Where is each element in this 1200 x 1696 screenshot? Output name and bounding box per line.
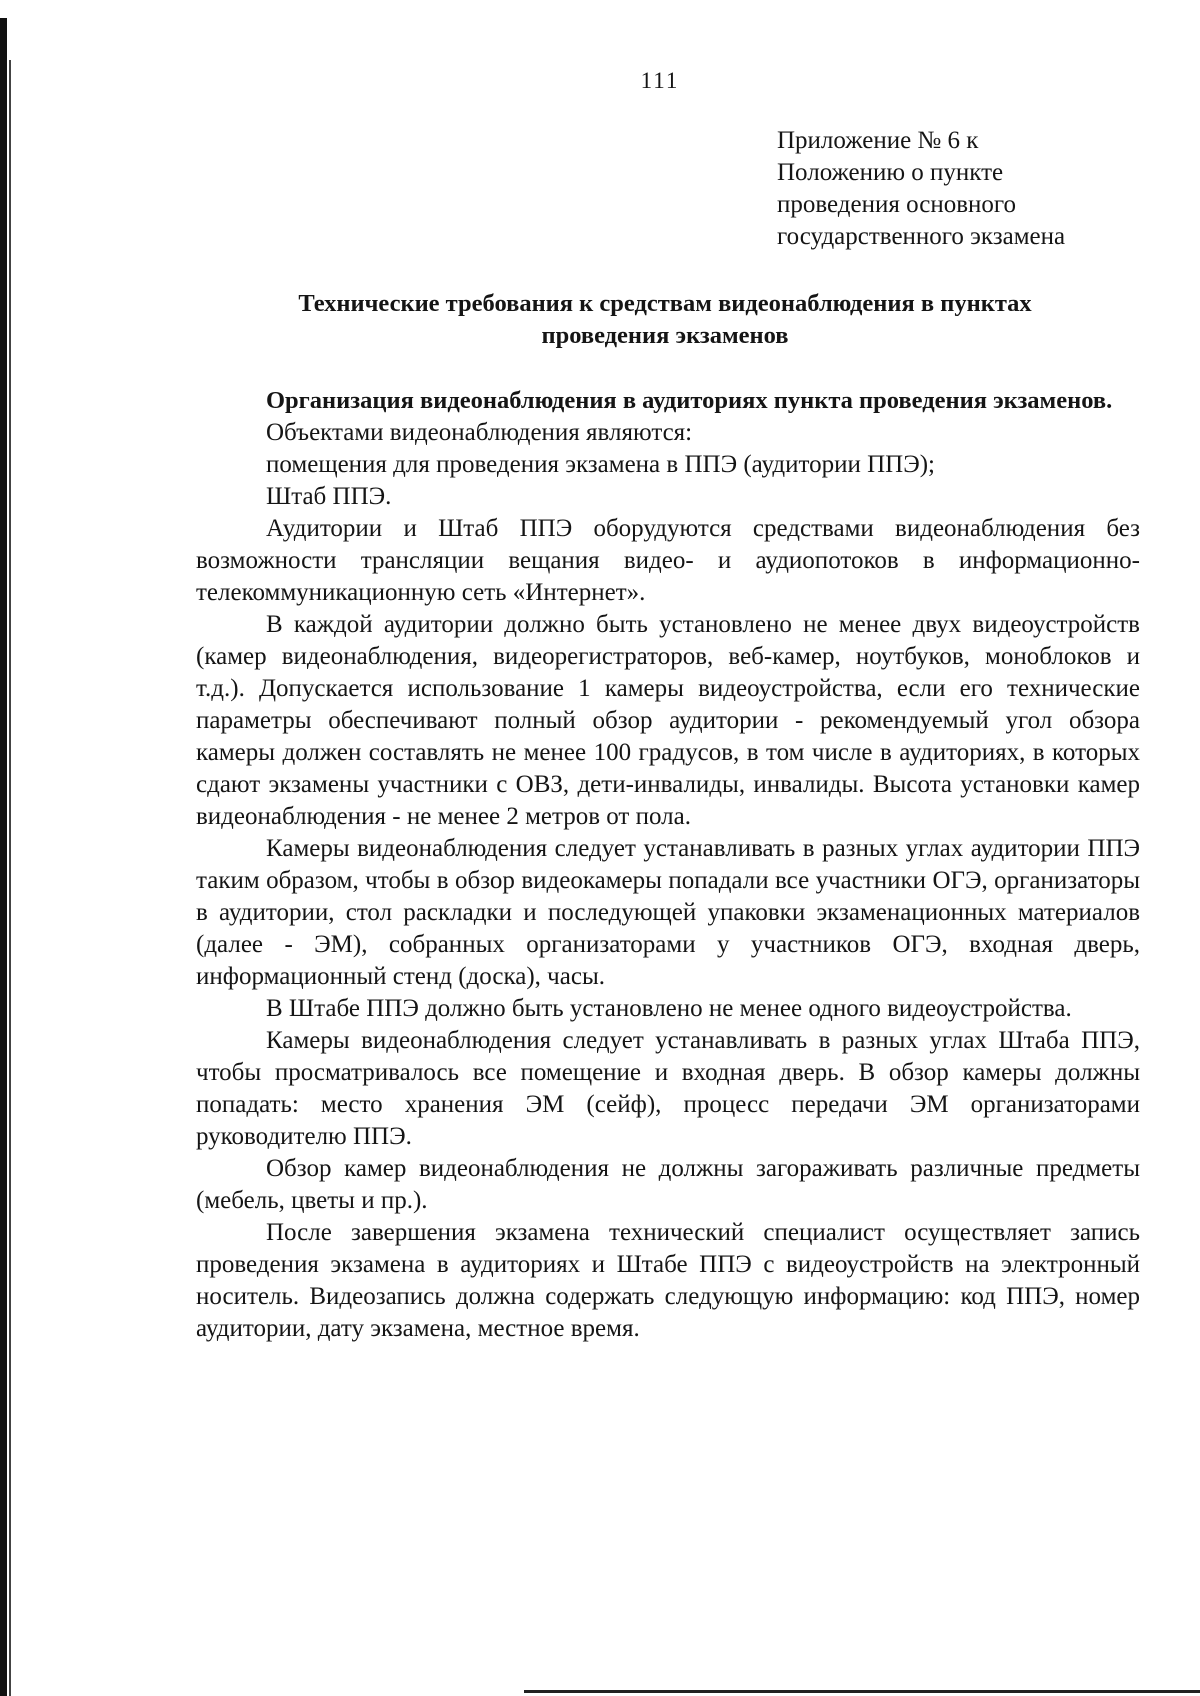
- annex-reference: [777, 125, 1065, 253]
- paragraph: В каждой аудитории должно быть установлено не менее двух видеоустройств (камер видеонаблюдения, видеорегистраторов, веб-камер, ноутбуков, моноблоков и т.д.). Допускается использование 1 камеры видеоустройства, если его технические параметры обеспечивают полный обзор аудитории - рекомендуемый угол обзора камеры должен составлять не менее 100 градусов, в том числе в аудиториях, в которых сдают экзамены участники с ОВЗ, дети-инвалиды, инвалиды. Высота установки камер видеонаблюдения - не менее 2 метров от пола.: [196, 611, 1140, 830]
- scan-border-bottom: [524, 1690, 1200, 1693]
- paragraph: Камеры видеонаблюдения следует устанавливать в разных углах аудитории ППЭ таким образом, чтобы в обзор видеокамеры попадали все участники ОГЭ, организаторы в аудитории, стол раскладки и последующей упаковки экзаменационных материалов (далее - ЭМ), собранных организаторами у участников ОГЭ, входная дверь, информационный стенд (доска), часы.: [196, 835, 1140, 990]
- document-body: [196, 385, 1140, 1345]
- annex-line: Приложение № 6 к: [777, 127, 979, 154]
- paragraph: Штаб ППЭ.: [266, 483, 392, 510]
- title-line-2: проведения экзаменов: [541, 322, 789, 349]
- paragraph: Объектами видеонаблюдения являются:: [266, 419, 693, 446]
- annex-line: проведения основного: [777, 191, 1017, 218]
- paragraph: После завершения экзамена технический специалист осуществляет запись проведения экзамена в аудиториях и Штабе ППЭ с видеоустройств на электронный носитель. Видеозапись должна содержать следующую информацию: код ППЭ, номер аудитории, дату экзамена, местное время.: [196, 1219, 1140, 1342]
- paragraph: помещения для проведения экзамена в ППЭ (аудитории ППЭ);: [266, 451, 935, 478]
- annex-line: государственного экзамена: [777, 223, 1066, 250]
- scan-border-left: [0, 18, 7, 1696]
- page-number: 111: [640, 68, 680, 93]
- title-line-1: Технические требования к средствам видеонаблюдения в пунктах: [298, 290, 1032, 317]
- document-title: [200, 288, 1130, 352]
- scan-border-left-inner: [9, 60, 11, 1696]
- paragraph: Обзор камер видеонаблюдения не должны загораживать различные предметы (мебель, цветы и пр.).: [196, 1155, 1140, 1214]
- section-heading: Организация видеонаблюдения в аудиториях пункта проведения экзаменов.: [266, 387, 1113, 414]
- paragraph: Камеры видеонаблюдения следует устанавливать в разных углах Штаба ППЭ, чтобы просматривалось все помещение и входная дверь. В обзор камеры должны попадать: место хранения ЭМ (сейф), процесс передачи ЭМ организаторами руководителю ППЭ.: [196, 1027, 1140, 1150]
- paragraph: Аудитории и Штаб ППЭ оборудуются средствами видеонаблюдения без возможности трансляции вещания видео- и аудиопотоков в информационно-телекоммуникационную сеть «Интернет».: [196, 515, 1140, 606]
- paragraph: В Штабе ППЭ должно быть установлено не менее одного видеоустройства.: [266, 995, 1072, 1022]
- annex-line: Положению о пункте: [777, 159, 1004, 186]
